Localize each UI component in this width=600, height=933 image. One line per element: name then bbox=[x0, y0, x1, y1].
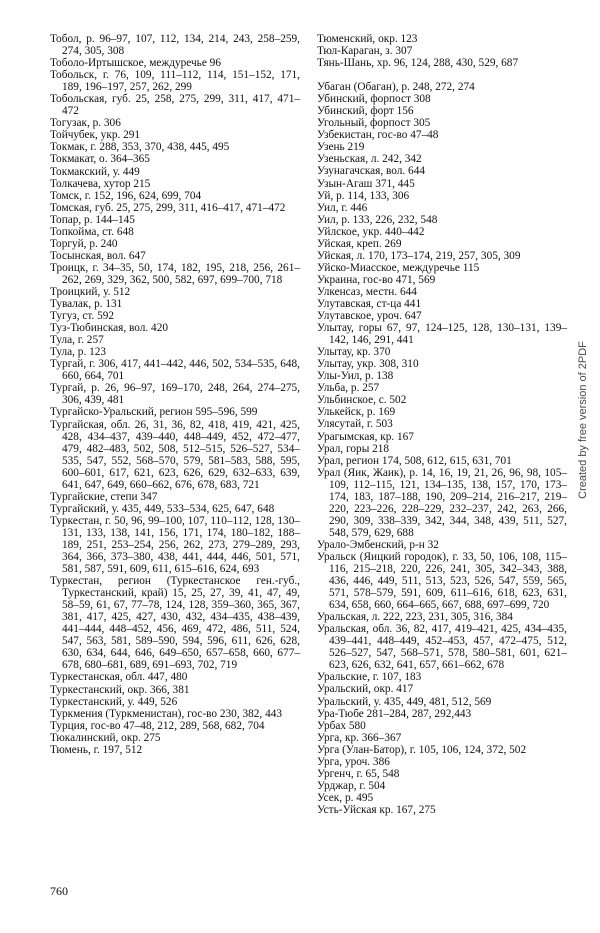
index-entry: Туркмения (Туркменистан), гос-во 230, 382, 443 bbox=[50, 707, 283, 720]
index-entry: Троицкий, у. 512 bbox=[50, 285, 131, 298]
index-entry: Улутавское, уроч. 647 bbox=[317, 310, 422, 323]
index-entry: Тогузак, р. 306 bbox=[50, 117, 121, 130]
index-entry: Топкойма, ст. 648 bbox=[50, 225, 134, 238]
index-entry: Тюмень, г. 197, 512 bbox=[50, 743, 143, 756]
index-entry: Уральская, обл. 36, 82, 417, 419–421, 425, 434–435, 439–441, 448–449, 452–453, 457, 472–475, 512, 526–527, 547, 568–571, 578, 580–581, 601, 621–623, 626, 632, 641, 657, 661–662, 678 bbox=[317, 623, 567, 672]
index-entry: Урга, уроч. 386 bbox=[317, 755, 390, 768]
index-entry: Уйско-Миасское, междуречье 115 bbox=[317, 261, 480, 274]
index-entry: Урало-Эмбенский, р-н 32 bbox=[317, 538, 439, 551]
index-entry: Улы-Уил, р. 138 bbox=[317, 370, 394, 383]
index-entry: Улутавская, ст-ца 441 bbox=[317, 297, 422, 310]
index-entry: Тургай, г. 306, 417, 441–442, 446, 502, 534–535, 648, 660, 664, 701 bbox=[50, 358, 300, 383]
index-entry: Тюкалинский, окр. 275 bbox=[50, 731, 161, 744]
index-entry: Узеньская, л. 242, 342 bbox=[317, 153, 422, 166]
index-entry: Уил, р. 133, 226, 232, 548 bbox=[317, 213, 438, 226]
index-entry: Уральский, окр. 417 bbox=[317, 683, 414, 696]
index-entry: Токмакский, у. 449 bbox=[50, 165, 140, 178]
index-entry: Урга (Улан-Батор), г. 105, 106, 124, 372, 502 bbox=[317, 743, 527, 756]
index-entry: Тюл-Караган, з. 307 bbox=[317, 45, 413, 58]
index-entry: Улытау, горы 67, 97, 124–125, 128, 130–131, 139–142, 146, 291, 441 bbox=[317, 322, 567, 347]
index-entry: Урджар, г. 504 bbox=[317, 779, 386, 792]
index-entry: Торгуй, р. 240 bbox=[50, 237, 118, 250]
index-entry: Улькейск, р. 169 bbox=[317, 406, 396, 419]
index-entry: Усть-Уйская кр. 167, 275 bbox=[317, 803, 436, 816]
index-entry: Уральский, у. 435, 449, 481, 512, 569 bbox=[317, 695, 492, 708]
index-entry: Тургайско-Уральский, регион 595–596, 599 bbox=[50, 406, 258, 419]
index-entry: Улкенсаз, местн. 644 bbox=[317, 285, 417, 298]
index-entry: Туркестан, г. 50, 96, 99–100, 107, 110–112, 128, 130–131, 133, 138, 141, 156, 171, 174, 180–182, 188–189, 251, 253–254, 256, 262, 273, 279–289, 293, 364, 366, 373–380, 438, 441, 444, 446, 501, 571, 581, 587, 591, 609, 611, 615–616, 624, 693 bbox=[50, 514, 300, 576]
index-entry: Тула, р. 123 bbox=[50, 346, 107, 359]
index-entry: Узень 219 bbox=[317, 141, 365, 154]
index-column-right bbox=[317, 33, 567, 816]
index-entry: Узбекистан, гос-во 47–48 bbox=[317, 129, 439, 142]
index-entry: Топар, р. 144–145 bbox=[50, 213, 135, 226]
index-entry: Усек, р. 495 bbox=[317, 791, 374, 804]
index-entry: Туркестанская, обл. 447, 480 bbox=[50, 671, 188, 684]
index-entry: Уйлское, укр. 440–442 bbox=[317, 225, 425, 238]
index-entry: Турция, гос-во 47–48, 212, 289, 568, 682, 704 bbox=[50, 719, 265, 732]
index-entry: Урал, горы 218 bbox=[317, 442, 390, 455]
index-entry: Тургайские, степи 347 bbox=[50, 490, 158, 503]
index-entry: Тувалак, р. 131 bbox=[50, 298, 123, 311]
index-entry: Тургай, р. 26, 96–97, 169–170, 248, 264, 274–275, 306, 439, 481 bbox=[50, 382, 300, 407]
index-entry: Туркестанский, у. 449, 526 bbox=[50, 695, 178, 708]
index-column-left bbox=[50, 33, 300, 756]
index-entry: Туркестанский, окр. 366, 381 bbox=[50, 683, 190, 696]
index-entry: Туз-Тюбинская, вол. 420 bbox=[50, 322, 169, 335]
index-entry: Узунагачская, вол. 644 bbox=[317, 165, 425, 178]
index-entry: Уйская, л. 170, 173–174, 219, 257, 305, 309 bbox=[317, 249, 521, 262]
index-entry: Улытау, кр. 370 bbox=[317, 346, 391, 359]
index-entry: Уил, г. 446 bbox=[317, 201, 368, 214]
index-entry: Уральские, г. 107, 183 bbox=[317, 671, 422, 684]
index-entry: Урбах 580 bbox=[317, 719, 366, 732]
index-entry: Тобольск, г. 76, 109, 111–112, 114, 151–152, 171, 189, 196–197, 257, 262, 299 bbox=[50, 69, 300, 94]
index-entry: Ульба, р. 257 bbox=[317, 382, 380, 395]
index-entry: Тобольская, губ. 25, 258, 275, 299, 311, 417, 471–472 bbox=[50, 93, 300, 118]
index-entry: Ура-Тюбе 281–284, 287, 292,443 bbox=[317, 707, 472, 720]
watermark-text: Created by free version of 2PDF bbox=[577, 341, 589, 499]
index-entry: Томская, губ. 25, 275, 299, 311, 416–417, 471–472 bbox=[50, 201, 286, 214]
index-entry: Убаган (Обаган), р. 248, 272, 274 bbox=[317, 81, 475, 94]
index-entry: Уральская, л. 222, 223, 231, 305, 316, 384 bbox=[317, 611, 513, 624]
index-entry: Уйская, креп. 269 bbox=[317, 237, 402, 250]
index-entry: Урал (Яик, Жаик), р. 14, 16, 19, 21, 26, 96, 98, 105–109, 112–115, 121, 134–135, 138, 157, 170, 173–174, 183, 187–188, 190, 209–214, 216–217, 219–220, 223–226, 228–229, 232–237, 242, 263, 266, 290, 309, 338–339, 342, 344, 348, 439, 511, 527, 548, 579, 629, 688 bbox=[317, 466, 567, 539]
index-entry: Тургайская, обл. 26, 31, 36, 82, 418, 419, 421, 425, 428, 434–437, 439–440, 448–449, 452, 472–477, 479, 482–483, 502, 508, 512–515, 526–527, 534–535, 547, 552, 568–570, 579, 581–583, 588, 595, 600–601, 617, 621, 623, 626, 629, 632–633, 639, 641, 647, 649, 660–662, 676, 678, 683, 721 bbox=[50, 418, 300, 491]
index-entry: Токмакат, о. 364–365 bbox=[50, 153, 150, 166]
index-entry: Тула, г. 257 bbox=[50, 334, 104, 347]
index-entry: Урагымская, кр. 167 bbox=[317, 430, 414, 443]
index-entry: Томск, г. 152, 196, 624, 699, 704 bbox=[50, 189, 202, 202]
index-entry: Улясутай, г. 503 bbox=[317, 418, 393, 431]
index-entry: Убинский, форпост 308 bbox=[317, 93, 431, 106]
index-entry: Уральск (Яицкий городок), г. 33, 50, 106, 108, 115–116, 215–218, 220, 226, 241, 305, 342–343, 388, 436, 446, 449, 511, 513, 523, 526, 547, 559, 565, 571, 578–579, 591, 609, 611–616, 618, 623, 631, 634, 658, 660, 664–665, 667, 688, 697–699, 720 bbox=[317, 550, 567, 612]
watermark bbox=[572, 160, 594, 680]
index-entry: Урга, кр. 366–367 bbox=[317, 731, 402, 744]
index-entry: Тобол, р. 96–97, 107, 112, 134, 214, 243, 258–259, 274, 305, 308 bbox=[50, 33, 300, 58]
index-entry: Тюменский, окр. 123 bbox=[317, 33, 418, 45]
index-entry: Улытау, укр. 308, 310 bbox=[317, 358, 419, 371]
index-entry: Толкачева, хутор 215 bbox=[50, 177, 151, 190]
index-entry: Тосынская, вол. 647 bbox=[50, 249, 146, 262]
index-entry: Тянь-Шань, хр. 96, 124, 288, 430, 529, 687 bbox=[317, 57, 519, 70]
index-entry: Тоболо-Иртышское, междуречье 96 bbox=[50, 57, 221, 70]
index-entry: Токмак, г. 288, 353, 370, 438, 445, 495 bbox=[50, 141, 230, 154]
index-entry: Тойчубек, укр. 291 bbox=[50, 129, 141, 142]
index-entry: Угольный, форпост 305 bbox=[317, 117, 431, 130]
index-entry: Уй, р. 114, 133, 306 bbox=[317, 189, 410, 202]
index-entry: Урал, регион 174, 508, 612, 615, 631, 701 bbox=[317, 454, 512, 467]
index-entry: Тургайский, у. 435, 449, 533–534, 625, 647, 648 bbox=[50, 502, 275, 515]
index-entry: Украина, гос-во 471, 569 bbox=[317, 273, 436, 286]
index-entry: Убинский, форт 156 bbox=[317, 105, 414, 118]
index-entry: Туркестан, регион (Туркестанское ген.-губ., Туркестанский, край) 15, 25, 27, 39, 41, 47, 49, 58–59, 61, 67, 77–78, 124, 128, 359–360, 365, 367, 381, 417, 425, 427, 430, 432, 434–435, 438–439, 441–444, 448–452, 456, 469, 472, 486, 511, 524, 547, 563, 581, 589–590, 594, 596, 611, 626, 628, 630, 634, 644, 646, 649–650, 657–658, 660, 677–678, 680–681, 689, 691–693, 702, 719 bbox=[50, 575, 300, 672]
page-number: 760 bbox=[50, 884, 68, 898]
index-entry: Ульбинское, с. 502 bbox=[317, 394, 407, 407]
index-entry: Ургенч, г. 65, 548 bbox=[317, 767, 400, 780]
index-entry: Троицк, г. 34–35, 50, 174, 182, 195, 218, 256, 261–262, 269, 329, 362, 500, 582, 697, 699–700, 718 bbox=[50, 261, 300, 286]
index-entry: Тугуз, ст. 592 bbox=[50, 310, 115, 323]
index-entry: Узын-Агаш 371, 445 bbox=[317, 177, 415, 190]
